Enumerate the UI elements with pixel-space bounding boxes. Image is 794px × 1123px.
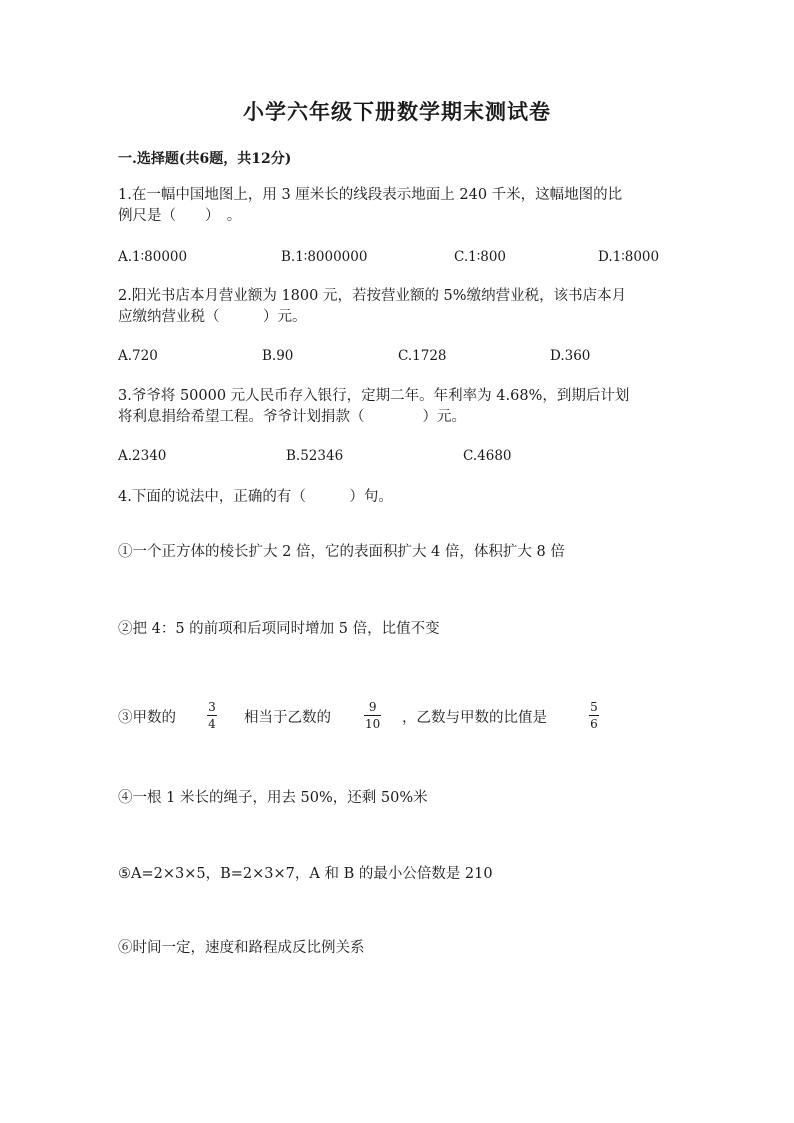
q3-option-a: A.2340 [118, 448, 167, 464]
statement-4: ④一根 1 米长的绳子，用去 50%，还剩 50%米 [118, 790, 428, 806]
fraction-denominator: 6 [590, 717, 598, 731]
question-4-stem: 4.下面的说法中，正确的有（ ）句。 [118, 489, 393, 505]
section-heading: 一.选择题(共6题，共12分) [118, 151, 292, 167]
fraction-denominator: 4 [208, 717, 216, 731]
question-1-line1: 1.在一幅中国地图上，用 3 厘米长的线段表示地面上 240 千米，这幅地图的比 [118, 187, 623, 203]
fraction-numerator: 3 [208, 700, 216, 714]
statement-1: ①一个正方体的棱长扩大 2 倍，它的表面积扩大 4 倍，体积扩大 8 倍 [118, 544, 565, 560]
fraction-five-sixths [589, 700, 599, 731]
statement-6: ⑥时间一定，速度和路程成反比例关系 [118, 940, 365, 956]
q2-option-b: B.90 [262, 348, 294, 364]
fraction-bar [364, 715, 381, 716]
question-3-line1: 3.爷爷将 50000 元人民币存入银行，定期二年。年利率为 4.68%，到期后计划 [118, 388, 630, 404]
question-2-line2: 应缴纳营业税（ ）元。 [118, 309, 307, 325]
fraction-denominator: 10 [365, 717, 381, 731]
q2-option-a: A.720 [118, 348, 158, 364]
statement-3-part2: 相当于乙数的 [244, 710, 331, 726]
question-2 [118, 286, 678, 328]
question-2-line1: 2.阳光书店本月营业额为 1800 元，若按营业额的 5%缴纳营业税，该书店本月 [118, 288, 627, 304]
question-1 [118, 185, 678, 227]
statement-3-part1: ③甲数的 [118, 710, 176, 726]
q1-option-b: B.1∶8000000 [281, 249, 368, 265]
q1-option-c: C.1∶800 [454, 249, 507, 265]
q3-option-c: C.4680 [463, 448, 512, 464]
fraction-numerator: 9 [368, 700, 377, 714]
question-3 [118, 386, 678, 428]
statement-2: ②把 4：5 的前项和后项同时增加 5 倍，比值不变 [118, 621, 440, 637]
q2-option-d: D.360 [550, 348, 591, 364]
fraction-nine-tenths [364, 700, 381, 731]
q1-option-a: A.1∶80000 [118, 249, 188, 265]
q1-option-d: D.1∶8000 [598, 249, 660, 265]
page-title: 小学六年级下册数学期末测试卷 [243, 99, 551, 124]
question-1-line2: 例尺是（ ） 。 [118, 208, 242, 224]
fraction-numerator: 5 [590, 700, 598, 714]
question-3-line2: 将利息捐给希望工程。爷爷计划捐款（ ）元。 [118, 409, 466, 425]
statement-5: ⑤A=2×3×5，B=2×3×7，A 和 B 的最小公倍数是 210 [118, 866, 493, 882]
q3-option-b: B.52346 [286, 448, 344, 464]
q2-option-c: C.1728 [398, 348, 447, 364]
fraction-three-quarters [207, 700, 217, 731]
fraction-bar [589, 715, 599, 716]
statement-3-part3: ，乙数与甲数的比值是 [402, 710, 547, 726]
fraction-bar [207, 715, 217, 716]
